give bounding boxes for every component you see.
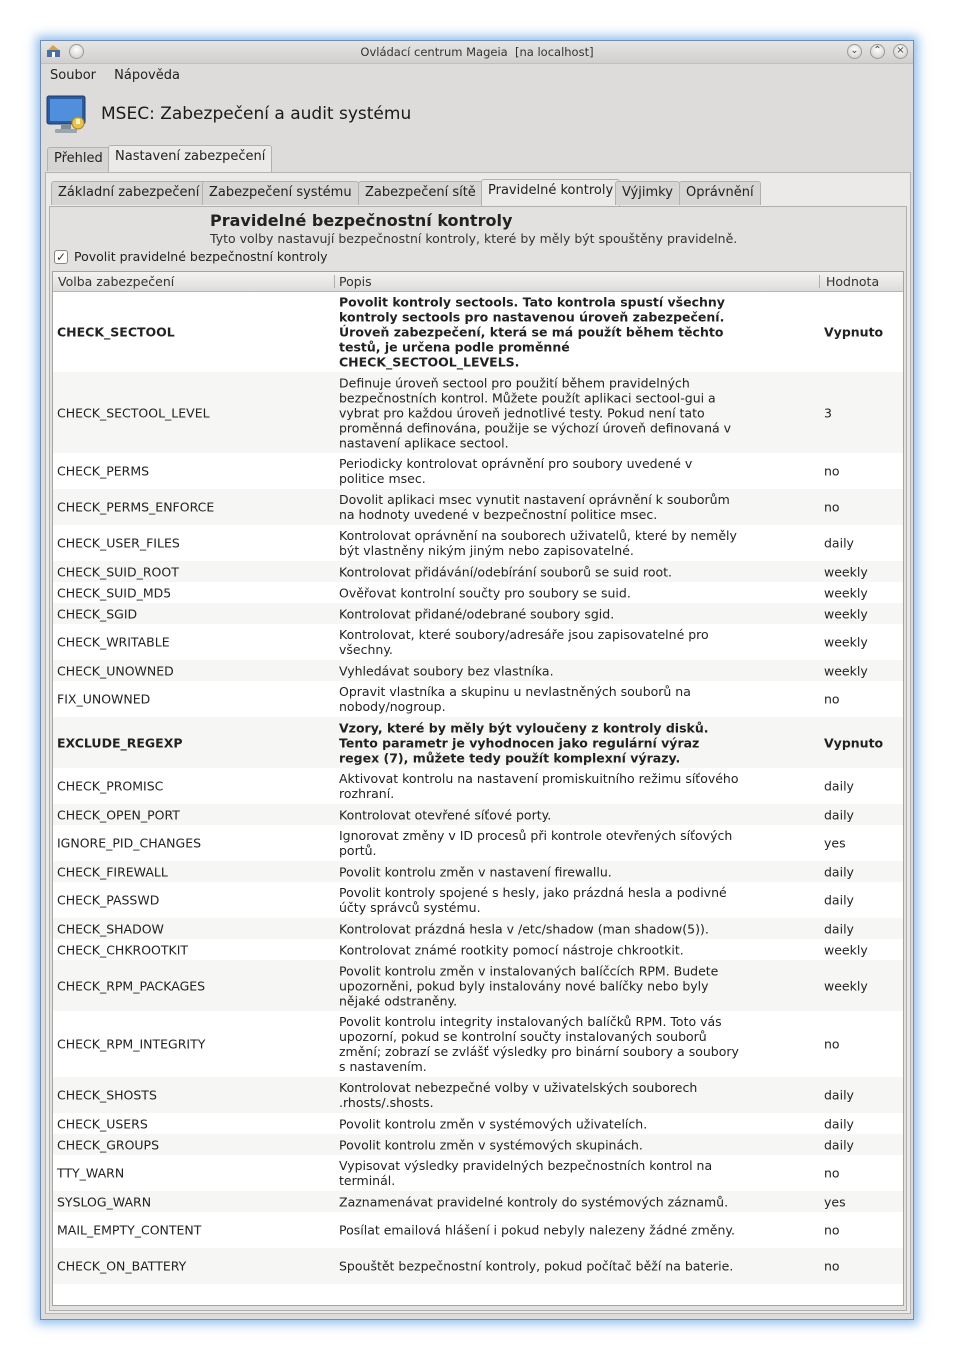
table-row[interactable]: [53, 804, 903, 825]
option-value[interactable]: no: [824, 691, 840, 707]
tab-permissions[interactable]: Oprávnění: [679, 181, 761, 205]
option-name: CHECK_PERMS_ENFORCE: [57, 499, 215, 515]
option-name: CHECK_ON_BATTERY: [57, 1258, 187, 1274]
option-name: CHECK_UNOWNED: [57, 663, 174, 678]
column-header-description[interactable]: Popis: [339, 274, 372, 289]
tab-basic-security[interactable]: Základní zabezpečení: [51, 181, 206, 205]
option-description: Vypisovat výsledky pravidelných bezpečnostních kontrol na terminál.: [339, 1158, 713, 1188]
table-row[interactable]: [53, 291, 903, 372]
table-row[interactable]: [53, 882, 903, 918]
window-title: Ovládací centrum Mageia [na localhost]: [360, 45, 594, 59]
option-name: EXCLUDE_REGEXP: [57, 735, 183, 750]
option-description: Ignorovat změny v ID procesů při kontrole otevřených síťových portů.: [339, 828, 733, 858]
option-description: Povolit kontrolu změn v nastavení firewallu.: [339, 864, 612, 879]
option-name: CHECK_RPM_PACKAGES: [57, 978, 206, 993]
table-row[interactable]: [53, 1134, 903, 1155]
enable-periodic-checks-label: Povolit pravidelné bezpečnostní kontroly: [74, 249, 328, 264]
option-value[interactable]: Vypnuto: [824, 324, 884, 339]
option-description: Povolit kontroly sectools. Tato kontrola spustí všechny kontroly sectools pro nastavenou úroveň zabezpečení. Úroveň zabezpečení, která se má použít během těchto testů, je určena podle proměnné CHECK_SECTOOL_LEVELS.: [339, 294, 725, 369]
option-value[interactable]: weekly: [824, 606, 868, 621]
table-row[interactable]: [53, 453, 903, 489]
table-row[interactable]: [53, 1077, 903, 1113]
option-description: Kontrolovat přidané/odebrané soubory sgid.: [339, 606, 615, 621]
option-description: Ověřovat kontrolní součty pro soubory se suid.: [339, 585, 631, 600]
option-name: CHECK_PERMS: [57, 463, 150, 479]
option-value[interactable]: yes: [824, 1194, 846, 1209]
table-row[interactable]: [53, 1113, 903, 1134]
option-name: CHECK_SUID_MD5: [57, 585, 172, 600]
option-description: Povolit kontrolu změn v systémových uživatelích.: [339, 1116, 648, 1131]
table-row[interactable]: [53, 1212, 903, 1248]
table-row[interactable]: [53, 768, 903, 804]
app-title: MSEC: Zabezpečení a audit systému: [101, 104, 412, 124]
option-description: Kontrolovat prázdná hesla v /etc/shadow (man shadow(5)).: [339, 921, 709, 936]
table-row[interactable]: [53, 1191, 903, 1212]
title-bar[interactable]: [41, 41, 913, 64]
option-description: Kontrolovat přidávání/odebírání souborů se suid root.: [339, 564, 672, 579]
option-value[interactable]: daily: [824, 535, 854, 551]
table-row[interactable]: [53, 1248, 903, 1284]
table-row[interactable]: [53, 624, 903, 660]
section-subtitle: Tyto volby nastavují bezpečnostní kontroly, které by měly být spouštěny pravidelně.: [210, 231, 738, 246]
option-value[interactable]: weekly: [824, 942, 868, 957]
menu-bar: [50, 68, 194, 86]
menu-file[interactable]: Soubor: [50, 68, 96, 83]
option-name: CHECK_PROMISC: [57, 778, 164, 794]
security-audit-icon: [45, 93, 89, 137]
close-icon[interactable]: ×: [893, 44, 908, 59]
option-name: SYSLOG_WARN: [57, 1194, 152, 1209]
option-description: Povolit kontroly spojené s hesly, jako prázdná hesla a podivné účty správců systému.: [339, 885, 727, 915]
option-description: Dovolit aplikaci msec vynutit nastavení oprávnění k souborům na hodnoty uvedené v bezpečnostní politice msec.: [339, 492, 730, 522]
option-description: Kontrolovat nebezpečné volby v uživatelských souborech .rhosts/.shosts.: [339, 1080, 698, 1110]
table-row[interactable]: [53, 825, 903, 861]
option-name: CHECK_USER_FILES: [57, 535, 180, 551]
table-row[interactable]: [53, 561, 903, 582]
option-value[interactable]: daily: [824, 892, 854, 908]
table-header: [53, 272, 903, 292]
tab-network-security[interactable]: Zabezpečení sítě: [358, 181, 483, 205]
option-description: Definuje úroveň sectool pro použití během pravidelných bezpečnostních kontrol. Můžete použít aplikaci sectool-gui a vybrat pro každou úroveň jednotlivé testy. Pokud není tato proměnná definována, použije se výchozí úroveň definovaná v nastavení aplikace sectool.: [339, 375, 732, 450]
option-value[interactable]: no: [824, 1036, 840, 1052]
option-value[interactable]: daily: [824, 807, 854, 822]
enable-periodic-checks-checkbox[interactable]: ✓: [55, 250, 67, 264]
option-value[interactable]: weekly: [824, 978, 868, 993]
option-value[interactable]: daily: [824, 921, 854, 936]
option-value[interactable]: no: [824, 499, 840, 515]
option-value[interactable]: weekly: [824, 663, 868, 678]
option-name: CHECK_SGID: [57, 606, 138, 621]
table-row[interactable]: [53, 582, 903, 603]
minimize-icon[interactable]: ⌄: [847, 44, 862, 59]
tab-exceptions[interactable]: Výjimky: [615, 181, 680, 205]
column-header-option[interactable]: Volba zabezpečení: [58, 274, 175, 289]
option-description: Vyhledávat soubory bez vlastníka.: [339, 663, 554, 678]
checks-table: [52, 271, 904, 1306]
tab-system-security[interactable]: Zabezpečení systému: [202, 181, 359, 205]
table-body: [53, 291, 903, 1284]
option-name: CHECK_SUID_ROOT: [57, 564, 179, 579]
option-description: Kontrolovat otevřené síťové porty.: [339, 807, 552, 822]
option-value[interactable]: weekly: [824, 634, 868, 650]
option-name: FIX_UNOWNED: [57, 691, 151, 707]
section-title: Pravidelné bezpečnostní kontroly: [210, 211, 513, 230]
option-value[interactable]: daily: [824, 1137, 854, 1152]
option-name: CHECK_SECTOOL_LEVEL: [57, 405, 210, 420]
option-value[interactable]: weekly: [824, 585, 868, 600]
table-row[interactable]: [53, 372, 903, 453]
table-row[interactable]: [53, 525, 903, 561]
option-name: CHECK_WRITABLE: [57, 634, 170, 650]
option-value[interactable]: yes: [824, 835, 846, 851]
option-description: Posílat emailová hlášení i pokud nebyly nalezeny žádné změny.: [339, 1222, 735, 1238]
option-name: CHECK_USERS: [57, 1116, 148, 1131]
option-value[interactable]: no: [824, 1258, 840, 1274]
option-description: Kontrolovat, které soubory/adresáře jsou zapisovatelné pro všechny.: [339, 627, 709, 657]
column-header-value[interactable]: Hodnota: [826, 274, 880, 289]
maximize-icon[interactable]: ⌃: [870, 44, 885, 59]
inner-tab-bar: [51, 181, 901, 207]
option-description: Povolit kontrolu změn v systémových skupinách.: [339, 1137, 643, 1152]
table-row[interactable]: [53, 939, 903, 960]
option-name: IGNORE_PID_CHANGES: [57, 835, 202, 851]
menu-help[interactable]: Nápověda: [114, 68, 180, 83]
option-value[interactable]: daily: [824, 778, 854, 794]
option-description: Aktivovat kontrolu na nastavení promiskuitního režimu síťového rozhraní.: [339, 771, 739, 801]
option-name: CHECK_RPM_INTEGRITY: [57, 1036, 206, 1052]
table-row[interactable]: [53, 681, 903, 717]
table-row[interactable]: [53, 861, 903, 882]
option-name: CHECK_OPEN_PORT: [57, 807, 180, 822]
option-description: Kontrolovat známé rootkity pomocí nástroje chkrootkit.: [339, 942, 684, 957]
option-description: Zaznamenávat pravidelné kontroly do systémových záznamů.: [339, 1194, 729, 1209]
option-value[interactable]: no: [824, 1165, 840, 1181]
option-value[interactable]: Vypnuto: [824, 735, 884, 750]
table-row[interactable]: [53, 717, 903, 768]
table-row[interactable]: [53, 1011, 903, 1077]
security-settings-panel: [45, 172, 911, 1314]
option-value[interactable]: daily: [824, 1087, 854, 1103]
option-name: CHECK_SHADOW: [57, 921, 164, 936]
table-row[interactable]: [53, 918, 903, 939]
option-description: Kontrolovat oprávnění na souborech uživatelů, které by neměly být vlastněny nikým jiným nebo zapisovatelné.: [339, 528, 737, 558]
table-row[interactable]: [53, 960, 903, 1011]
option-value[interactable]: daily: [824, 1116, 854, 1131]
option-name: CHECK_GROUPS: [57, 1137, 160, 1152]
option-description: Povolit kontrolu integrity instalovaných balíčků RPM. Toto vás upozorní, pokud se kontrolní součty instalovaných souborů změní; zobrazí se zvlášť výsledky pro binární soubory a soubory s nastavením.: [339, 1014, 739, 1074]
option-description: Opravit vlastníka a skupinu u nevlastněných souborů na nobody/nogroup.: [339, 684, 691, 714]
option-value[interactable]: no: [824, 1222, 840, 1238]
option-name: CHECK_FIREWALL: [57, 864, 168, 879]
option-value[interactable]: 3: [824, 405, 832, 420]
option-value[interactable]: no: [824, 463, 840, 479]
option-description: Periodicky kontrolovat oprávnění pro soubory uvedené v politice msec.: [339, 456, 693, 486]
tab-overview[interactable]: Přehled: [47, 147, 110, 171]
column-separator[interactable]: [334, 275, 335, 288]
option-description: Vzory, které by měly být vyloučeny z kontroly disků. Tento parametr je vyhodnocen jako regulární výraz regex (7), můžete tedy použít komplexní výrazy.: [339, 720, 709, 765]
column-separator[interactable]: [819, 275, 820, 288]
table-row[interactable]: [53, 1155, 903, 1191]
option-name: MAIL_EMPTY_CONTENT: [57, 1222, 202, 1238]
main-window: [40, 40, 914, 1320]
tab-security-settings[interactable]: Nastavení zabezpečení: [108, 145, 272, 172]
option-description: Spouštět bezpečnostní kontroly, pokud počítač běží na baterie.: [339, 1258, 734, 1274]
option-name: CHECK_SECTOOL: [57, 324, 175, 339]
table-row[interactable]: [53, 603, 903, 624]
option-name: CHECK_SHOSTS: [57, 1087, 157, 1103]
app-header: [45, 93, 905, 137]
table-row[interactable]: [53, 660, 903, 681]
option-value[interactable]: daily: [824, 864, 854, 879]
periodic-checks-panel: [49, 206, 907, 1311]
option-value[interactable]: weekly: [824, 564, 868, 579]
option-name: CHECK_CHKROOTKIT: [57, 942, 189, 957]
option-description: Povolit kontrolu změn v instalovaných balíčcích RPM. Budete upozorněni, pokud byly instalovány nové balíčky nebo byly nějaké odstraněny.: [339, 963, 719, 1008]
table-row[interactable]: [53, 489, 903, 525]
tab-periodic-checks[interactable]: Pravidelné kontroly: [481, 179, 620, 206]
option-name: CHECK_PASSWD: [57, 892, 160, 908]
option-name: TTY_WARN: [57, 1165, 125, 1181]
